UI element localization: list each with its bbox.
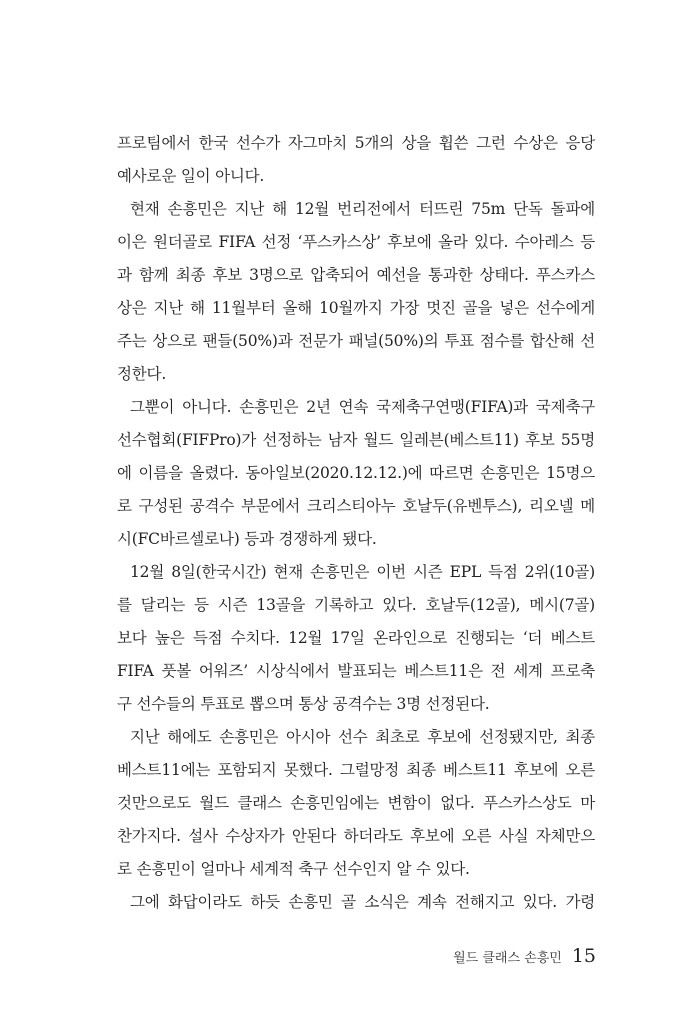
text-line: 프로팀에서 한국 선수가 자그마치 5개의 상을 휩쓴 그런 수상은 응당 xyxy=(117,133,595,152)
text-line: 과 함께 최종 후보 3명으로 압축되어 예선을 통과한 상태다. 푸스카스 xyxy=(117,265,595,284)
text-line: 찬가지다. 설사 수상자가 안된다 하더라도 후보에 오른 사실 자체만으 xyxy=(117,826,595,845)
text-line: 것만으로도 월드 클래스 손흥민임에는 변함이 없다. 푸스카스상도 마 xyxy=(117,793,595,812)
text-line: 상은 지난 해 11월부터 올해 10월까지 가장 멋진 골을 넣은 선수에게 xyxy=(117,298,595,317)
text-line: 이은 원더골로 FIFA 선정 ‘푸스카스상’ 후보에 올라 있다. 수아레스 등 xyxy=(117,232,595,251)
text-line: 그에 화답이라도 하듯 손흥민 골 소식은 계속 전해지고 있다. 가령 xyxy=(130,892,595,911)
text-line: 12월 8일(한국시간) 현재 손흥민은 이번 시즌 EPL 득점 2위(10골) xyxy=(130,562,595,581)
text-line: 를 달리는 등 시즌 13골을 기록하고 있다. 호날두(12골), 메시(7골) xyxy=(117,595,595,614)
text-line: 선수협회(FIFPro)가 선정하는 남자 월드 일레븐(베스트11) 후보 55명 xyxy=(117,430,595,449)
text-line: 보다 높은 득점 수치다. 12월 17일 온라인으로 진행되는 ‘더 베스트 xyxy=(117,628,595,647)
text-line: 정한다. xyxy=(117,364,167,383)
text-line: 로 손흥민이 얼마나 세계적 축구 선수인지 알 수 있다. xyxy=(117,859,470,878)
text-line: 현재 손흥민은 지난 해 12월 번리전에서 터뜨린 75m 단독 돌파에 xyxy=(130,199,595,218)
text-line: 주는 상으로 팬들(50%)과 전문가 패널(50%)의 투표 점수를 합산해 선 xyxy=(117,331,595,350)
text-line: 에 이름을 올렸다. 동아일보(2020.12.12.)에 따르면 손흥민은 15명으 xyxy=(117,463,595,482)
page-number: 15 xyxy=(571,945,596,967)
text-line: FIFA 풋볼 어워즈’ 시상식에서 발표되는 베스트11은 전 세계 프로축 xyxy=(117,661,595,680)
text-line: 베스트11에는 포함되지 못했다. 그럴망정 최종 베스트11 후보에 오른 xyxy=(117,760,595,779)
text-line: 로 구성된 공격수 부문에서 크리스티아누 호날두(유벤투스), 리오넬 메 xyxy=(117,496,595,515)
text-line: 예사로운 일이 아니다. xyxy=(117,166,265,185)
running-title: 월드 클래스 손흥민 xyxy=(453,951,562,966)
text-line: 구 선수들의 투표로 뽑으며 통상 공격수는 3명 선정된다. xyxy=(117,694,490,713)
page-footer xyxy=(453,945,596,967)
text-line: 그뿐이 아니다. 손흥민은 2년 연속 국제축구연맹(FIFA)과 국제축구 xyxy=(130,397,595,416)
text-line: 시(FC바르셀로나) 등과 경쟁하게 됐다. xyxy=(117,529,377,548)
text-line: 지난 해에도 손흥민은 아시아 선수 최초로 후보에 선정됐지만, 최종 xyxy=(130,727,595,746)
